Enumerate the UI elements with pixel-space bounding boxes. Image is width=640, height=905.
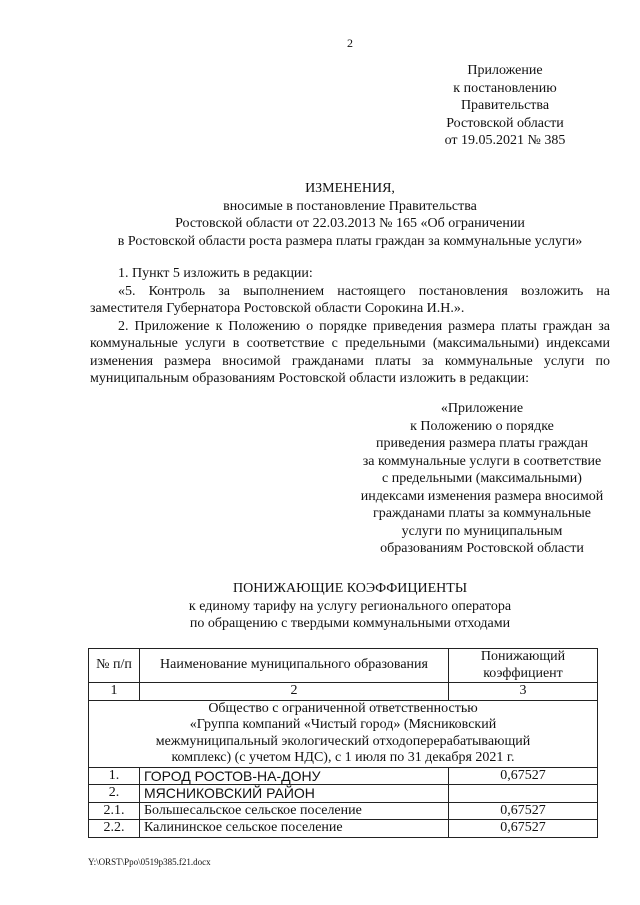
attachment-line: Приложение (467, 63, 543, 78)
row-number: 2.2. (89, 820, 140, 838)
org-cell (89, 700, 598, 767)
row-name: Большесальское сельское поселение (140, 802, 449, 820)
coef-line: по обращению с твердыми коммунальными отходами (189, 616, 511, 631)
header-cell-name: Наименование муниципального образования (140, 649, 449, 683)
sub-attachment-line: за коммунальные услуги в соответствие (362, 453, 602, 469)
coefficients-table (88, 648, 598, 838)
title-line: Ростовской области от 22.03.2013 № 165 «Об ограничении (175, 216, 525, 231)
attachment-header (420, 62, 590, 150)
table-row (89, 802, 598, 820)
page-number: 2 (347, 36, 353, 50)
sub-attachment-line: услуги по муниципальным (401, 523, 563, 539)
attachment-line: к постановлению (453, 80, 557, 96)
file-path-footer: Y:\ORST\Ppo\0519p385.f21.docx (88, 857, 211, 867)
coef-heading: ПОНИЖАЮЩИЕ КОЭФФИЦИЕНТЫ (232, 581, 468, 596)
row-number: 2.1. (89, 802, 140, 820)
sub-attachment-line: с предельными (максимальными) (382, 471, 582, 486)
title-heading: ИЗМЕНЕНИЯ, (305, 181, 395, 196)
sub-attachment-line: «Приложение (440, 401, 524, 416)
row-value: 0,67527 (449, 820, 598, 838)
row-name: МЯСНИКОВСКИЙ РАЙОН (140, 785, 449, 803)
paragraph: «5. Контроль за выполнением настоящего постановления возложить на заместителя Губернатора Ростовской области Сорокина И.Н.». (90, 283, 610, 316)
sub-attachment-line: к Положению о порядке (410, 418, 554, 434)
sub-attachment-header (342, 400, 622, 558)
table-org-row (89, 700, 598, 767)
row-value: 0,67527 (449, 802, 598, 820)
org-line: межмуниципальный экологический отходоперерабатывающий (155, 733, 531, 749)
sub-attachment-line: гражданами платы за коммунальные (373, 506, 591, 521)
body-text (90, 265, 610, 388)
row-name: ГОРОД РОСТОВ-НА-ДОНУ (140, 767, 449, 785)
title-line: в Ростовской области роста размера платы граждан за коммунальные услуги» (117, 233, 583, 249)
table-row (89, 785, 598, 803)
paragraph: 2. Приложение к Положению о порядке приведения размера платы граждан за коммунальные услуги в соответствие с предельными (максимальными) индексами изменения размера вносимой гражданами платы за коммунальные услуги по муниципальным образованиям Ростовской области изложить в редакции: (90, 318, 610, 386)
sub-attachment-line: приведения размера платы граждан (376, 436, 588, 451)
row-value: 0,67527 (449, 767, 598, 785)
org-line: Общество с ограниченной ответственностью (208, 700, 478, 716)
document-title (80, 180, 620, 250)
colnum-cell: 2 (140, 683, 449, 701)
row-value (449, 785, 598, 803)
sub-attachment-line: индексами изменения размера вносимой (360, 488, 604, 504)
title-line: вносимые в постановление Правительства (223, 198, 477, 214)
sub-attachment-line: образованиям Ростовской области (380, 541, 584, 556)
paragraph: 1. Пункт 5 изложить в редакции: (118, 266, 313, 281)
org-line: комплекс) (с учетом НДС), с 1 июля по 31 декабря 2021 г. (171, 750, 515, 765)
table-colnum-row (89, 683, 598, 701)
attachment-line: от 19.05.2021 № 385 (444, 133, 566, 148)
row-name: Калининское сельское поселение (140, 820, 449, 838)
coef-line: к единому тарифу на услугу регионального оператора (188, 598, 512, 614)
colnum-cell: 3 (449, 683, 598, 701)
table-header-row (89, 649, 598, 683)
attachment-line: Ростовской области (446, 115, 564, 131)
coefficients-title (80, 580, 620, 633)
attachment-line: Правительства (460, 98, 550, 113)
row-number: 2. (89, 785, 140, 803)
header-cell-coefficient: Понижающий коэффициент (449, 649, 598, 683)
table-row (89, 820, 598, 838)
table-row (89, 767, 598, 785)
colnum-cell: 1 (89, 683, 140, 701)
org-line: «Группа компаний «Чистый город» (Мясниковский (189, 717, 497, 732)
row-number: 1. (89, 767, 140, 785)
header-cell-number: № п/п (89, 649, 140, 683)
